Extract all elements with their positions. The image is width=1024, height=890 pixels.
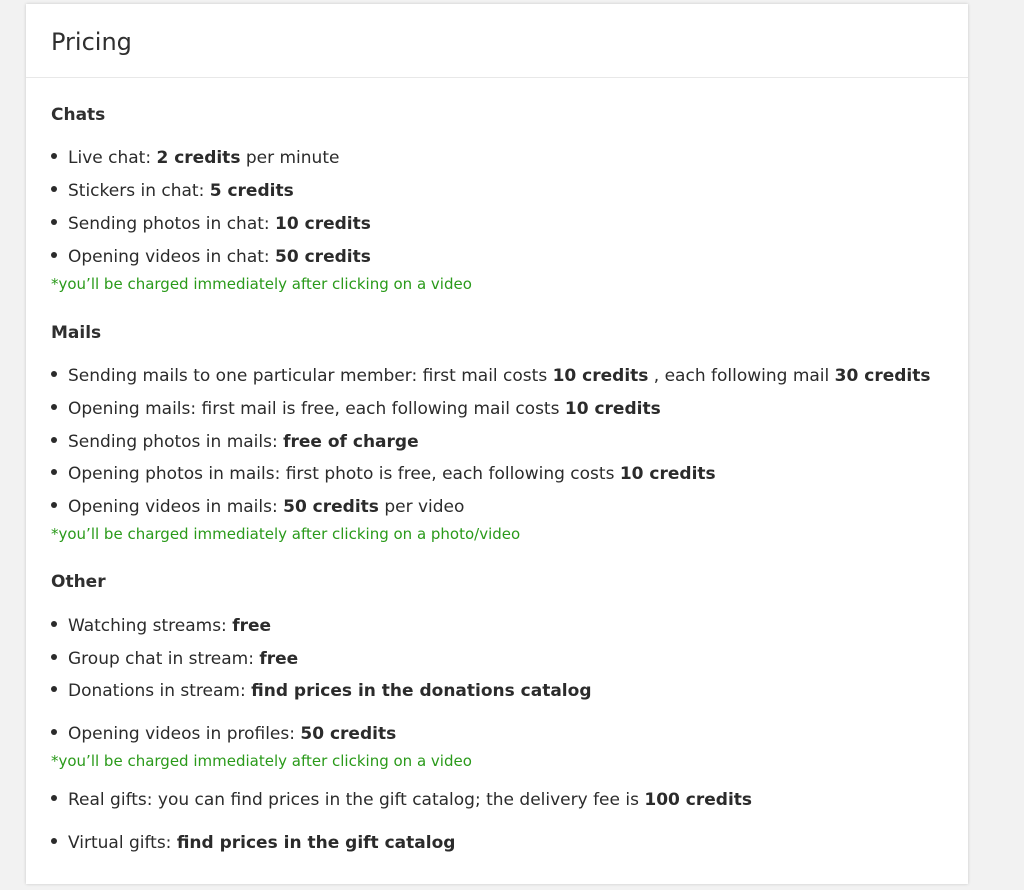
charge-note: *you’ll be charged immediately after clicking on a video bbox=[51, 752, 472, 770]
list-item: Live chat: 2 credits per minute bbox=[51, 147, 339, 169]
bullet-icon bbox=[51, 437, 57, 443]
bullet-icon bbox=[51, 371, 57, 377]
list-item: Group chat in stream: free bbox=[51, 648, 298, 670]
bullet-icon bbox=[51, 219, 57, 225]
card-header bbox=[26, 4, 968, 78]
list-item: Sending mails to one particular member: first mail costs 10 credits , each following mail 30 credits bbox=[51, 365, 930, 387]
bullet-icon bbox=[51, 186, 57, 192]
section-title-mails: Mails bbox=[51, 323, 102, 343]
charge-note: *you’ll be charged immediately after clicking on a video bbox=[51, 275, 472, 293]
list-item: Virtual gifts: find prices in the gift catalog bbox=[51, 832, 455, 854]
list-item: Donations in stream: find prices in the donations catalog bbox=[51, 680, 591, 702]
list-item: Opening mails: first mail is free, each following mail costs 10 credits bbox=[51, 398, 661, 420]
bullet-icon bbox=[51, 153, 57, 159]
section-chats bbox=[51, 105, 105, 125]
list-item: Real gifts: you can find prices in the gift catalog; the delivery fee is 100 credits bbox=[51, 789, 752, 811]
bullet-icon bbox=[51, 838, 57, 844]
section-mails bbox=[51, 323, 101, 343]
bullet-icon bbox=[51, 502, 57, 508]
section-title-other: Other bbox=[51, 572, 106, 592]
bullet-icon bbox=[51, 404, 57, 410]
list-item: Sending photos in mails: free of charge bbox=[51, 431, 419, 453]
list-item: Stickers in chat: 5 credits bbox=[51, 180, 294, 202]
list-item: Opening videos in mails: 50 credits per video bbox=[51, 496, 464, 518]
bullet-icon bbox=[51, 621, 57, 627]
bullet-icon bbox=[51, 795, 57, 801]
list-item: Sending photos in chat: 10 credits bbox=[51, 213, 371, 235]
list-item: Opening videos in chat: 50 credits bbox=[51, 246, 371, 268]
bullet-icon bbox=[51, 729, 57, 735]
list-item: Opening photos in mails: first photo is free, each following costs 10 credits bbox=[51, 463, 716, 485]
bullet-icon bbox=[51, 469, 57, 475]
list-item: Watching streams: free bbox=[51, 615, 271, 637]
page-title: Pricing bbox=[51, 28, 132, 56]
charge-note: *you’ll be charged immediately after clicking on a photo/video bbox=[51, 525, 521, 543]
bullet-icon bbox=[51, 252, 57, 258]
section-title-chats: Chats bbox=[51, 105, 106, 125]
pricing-card bbox=[26, 4, 968, 884]
bullet-icon bbox=[51, 654, 57, 660]
list-item: Opening videos in profiles: 50 credits bbox=[51, 723, 396, 745]
bullet-icon bbox=[51, 686, 57, 692]
section-other bbox=[51, 572, 106, 592]
